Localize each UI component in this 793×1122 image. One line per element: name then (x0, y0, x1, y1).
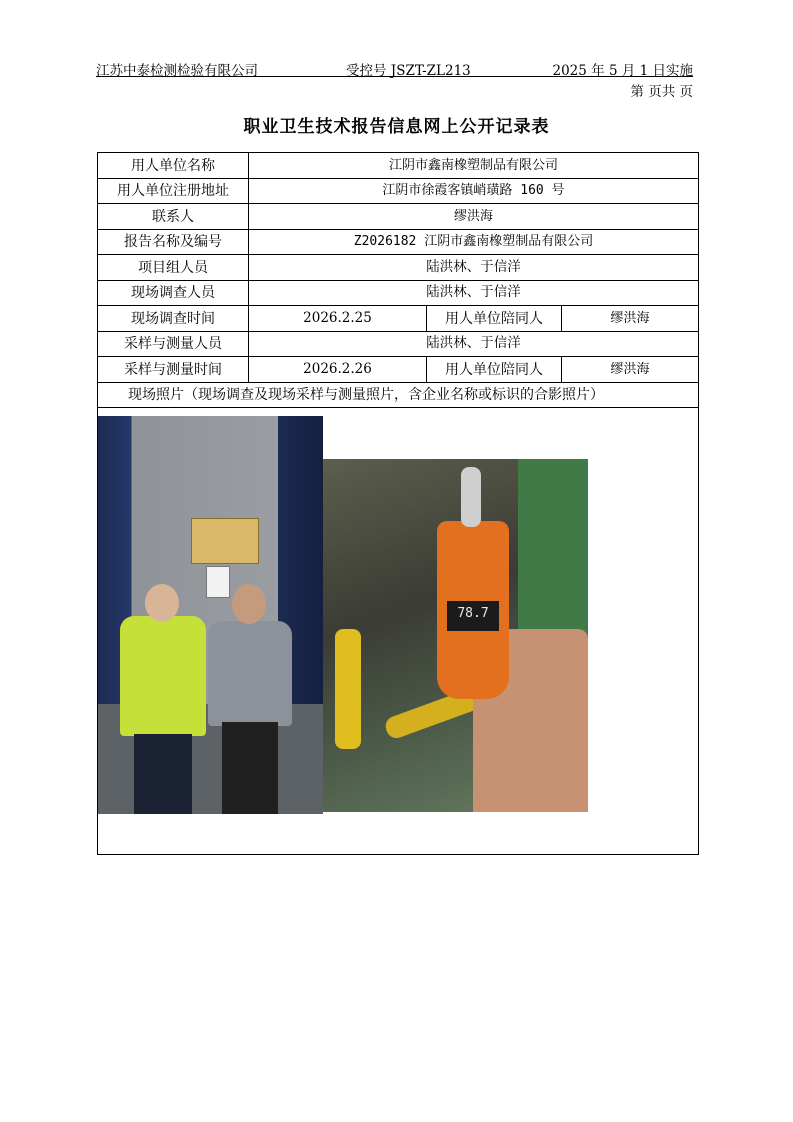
sampling-time-label: 采样与测量时间 (98, 357, 249, 383)
meter-reading: 78.7 (447, 601, 499, 631)
sampling-staff-value: 陆洪林、于信洋 (249, 331, 699, 357)
survey-companion-value: 缪洪海 (562, 306, 699, 332)
record-table (97, 152, 699, 855)
contact-label: 联系人 (98, 204, 249, 230)
person-left-head (145, 584, 179, 622)
survey-time-label: 现场调查时间 (98, 306, 249, 332)
table-row (98, 204, 699, 230)
report-label: 报告名称及编号 (98, 229, 249, 255)
employer-address-label: 用人单位注册地址 (98, 178, 249, 204)
table-row (98, 408, 699, 855)
person-right-legs (222, 722, 278, 814)
employer-name-value: 江阴市鑫南橡塑制品有限公司 (249, 153, 699, 179)
meter-microphone (461, 467, 481, 527)
table-row (98, 153, 699, 179)
sampling-companion-label: 用人单位陪同人 (427, 357, 562, 383)
table-row (98, 229, 699, 255)
table-row (98, 382, 699, 408)
organization-name: 江苏中泰检测检验有限公司 (96, 63, 258, 79)
person-right-head (232, 584, 266, 624)
table-row (98, 280, 699, 306)
sampling-staff-label: 采样与测量人员 (98, 331, 249, 357)
survey-staff-value: 陆洪林、于信洋 (249, 280, 699, 306)
survey-staff-label: 现场调查人员 (98, 280, 249, 306)
table-row (98, 357, 699, 383)
group-photo (98, 416, 323, 814)
company-plaque (191, 518, 259, 564)
document-title: 职业卫生技术报告信息网上公开记录表 (243, 117, 550, 137)
table-row (98, 178, 699, 204)
contact-value: 缪洪海 (249, 204, 699, 230)
document-header (96, 58, 693, 77)
table-row (98, 306, 699, 332)
employer-name-label: 用人单位名称 (98, 153, 249, 179)
project-team-value: 陆洪林、于信洋 (249, 255, 699, 281)
person-right-jacket (208, 621, 292, 726)
project-team-label: 项目组人员 (98, 255, 249, 281)
employer-address-value: 江阴市徐霞客镇峭璜路 160 号 (249, 178, 699, 204)
warning-sign (206, 566, 230, 598)
yellow-pipe (335, 629, 361, 749)
measurement-photo (323, 459, 588, 812)
table-row (98, 255, 699, 281)
report-value: Z2026182 江阴市鑫南橡塑制品有限公司 (249, 229, 699, 255)
sampling-companion-value: 缪洪海 (562, 357, 699, 383)
survey-time-value: 2026.2.25 (249, 306, 427, 332)
person-left-jacket (120, 616, 206, 736)
photos-cell (98, 408, 699, 855)
person-left-legs (134, 734, 192, 814)
sampling-time-value: 2026.2.26 (249, 357, 427, 383)
table-row (98, 331, 699, 357)
photos-label: 现场照片（现场调查及现场采样与测量照片，含企业名称或标识的合影照片） (98, 382, 699, 408)
control-number: 受控号 JSZT-ZL213 (346, 63, 471, 79)
effective-date: 2025 年 5 月 1 日实施 (552, 63, 693, 79)
page-info: 第 页共 页 (630, 84, 693, 100)
survey-companion-label: 用人单位陪同人 (427, 306, 562, 332)
